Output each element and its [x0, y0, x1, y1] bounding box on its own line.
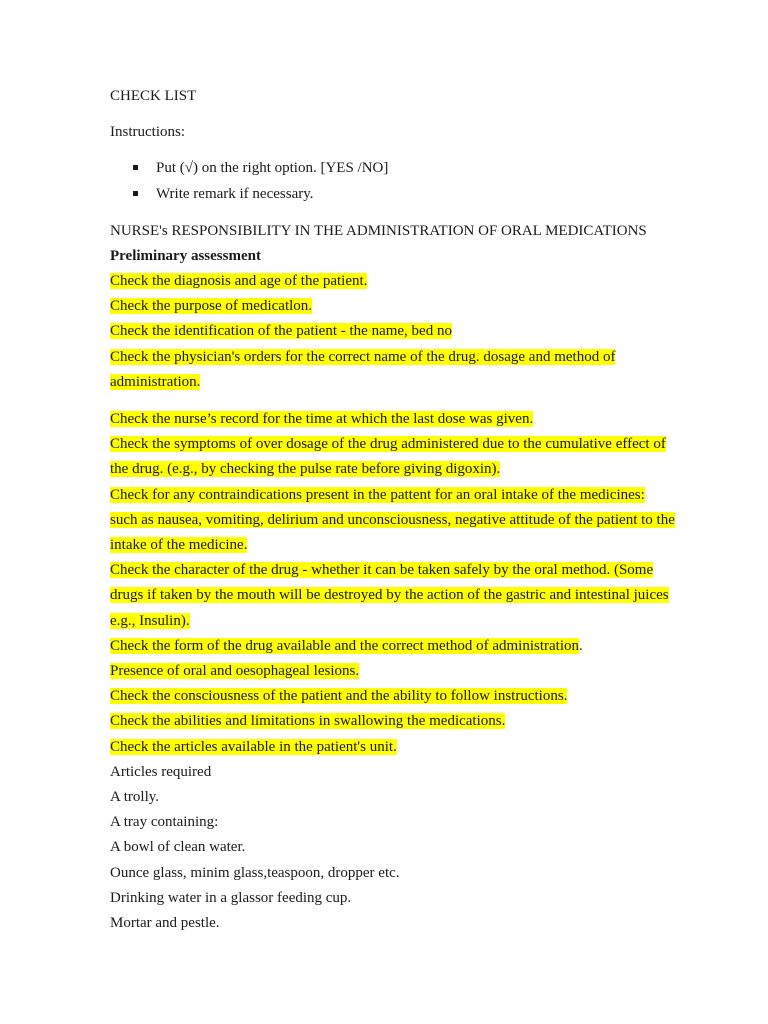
- document-title: CHECK LIST: [110, 88, 197, 104]
- assessment-item: Check the physician's orders for the correct name of the drug. dosage and method of administration.: [110, 348, 616, 390]
- assessment-item: Check the abilities and limitations in swallowing the medications.: [110, 713, 506, 730]
- assessment-item: Check the nurse’s record for the time at which the last dose was given.: [110, 411, 534, 428]
- document-body: [110, 84, 675, 936]
- assessment-item: Presence of oral and oesophageal lesions.: [110, 663, 360, 680]
- instruction-text: Write remark if necessary.: [156, 186, 314, 202]
- square-bullet-icon: [133, 165, 138, 170]
- assessment-item: Check the identification of the patient - the name, bed no: [110, 323, 452, 340]
- instructions-list: [110, 156, 675, 207]
- article-item: A tray containing:: [110, 814, 219, 831]
- instruction-item: [110, 156, 675, 182]
- articles-required-heading: Articles required: [110, 763, 212, 780]
- section-heading: NURSE's RESPONSIBILITY IN THE ADMINISTRATION OF ORAL MEDICATIONS: [110, 222, 647, 239]
- instructions-label: Instructions:: [110, 124, 185, 141]
- square-bullet-icon: [133, 191, 138, 196]
- assessment-item: Check the character of the drug - whether it can be taken safely by the oral method. (Some drugs if taken by the mouth will be destroyed by the action of the gastric and intestinal juices e.g., Insulin).: [110, 562, 669, 629]
- assessment-item: Check for any contraindications present in the pattent for an oral intake of the medicines: such as nausea, vomiting, delirium and unconsciousness, negative attitude of the patient to the intake of the medicine.: [110, 486, 675, 554]
- article-item: Mortar and pestle.: [110, 915, 220, 932]
- assessment-item: Check the consciousness of the patient and the ability to follow instructions.: [110, 688, 568, 705]
- assessment-item: Check the form of the drug available and the correct method of administration.: [110, 637, 583, 654]
- assessment-item: Check the diagnosis and age of the patient.: [110, 273, 368, 289]
- article-item: A bowl of clean water.: [110, 839, 246, 856]
- article-item: A trolly.: [110, 789, 160, 806]
- assessment-item: Check the purpose of medicatlon.: [110, 298, 313, 315]
- instruction-item: [110, 182, 675, 208]
- assessment-item: Check the symptoms of over dosage of the drug administered due to the cumulative effect of the drug. (e.g., by checking the pulse rate before giving digoxin).: [110, 436, 666, 478]
- article-item: Drinking water in a glassor feeding cup.: [110, 889, 352, 906]
- preliminary-assessment-heading: Preliminary assessment: [110, 247, 261, 264]
- instruction-text: Put (√) on the right option. [YES /NO]: [156, 160, 389, 177]
- article-item: Ounce glass, minim glass,teaspoon, dropper etc.: [110, 864, 400, 881]
- assessment-item: Check the articles available in the patient's unit.: [110, 738, 397, 755]
